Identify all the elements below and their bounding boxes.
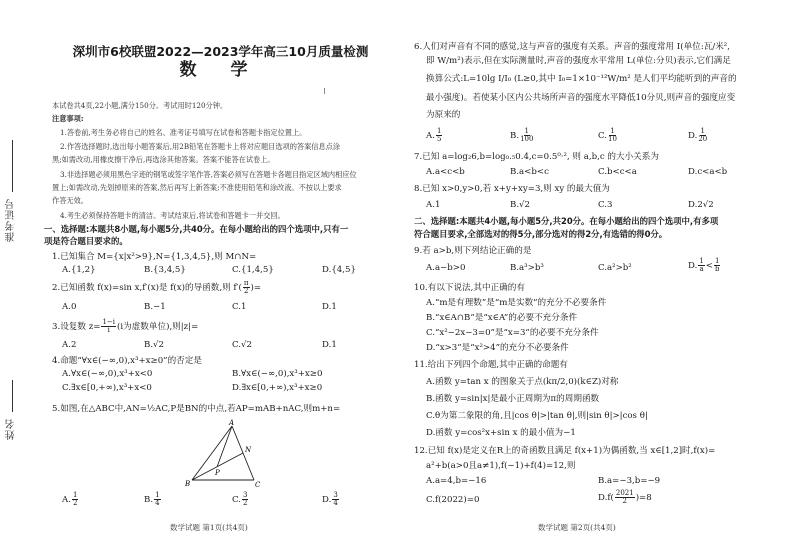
exam-intro: 本试卷共4页,22小题,满分150分。考试用时120分钟。 [52, 101, 228, 110]
q1-option-c: C.{1,4,5} [232, 265, 274, 275]
question-10-stem: 10.有以下说法,其中正确的有 [414, 283, 525, 293]
q12-d-den: 2 [622, 497, 627, 505]
q5-b-den: 4 [155, 499, 160, 507]
q9-option-a: A.a−b>0 [426, 263, 466, 273]
q5-d-letter: D. [322, 495, 332, 505]
q9-option-b: B.a³>b³ [510, 263, 544, 273]
q10-option-c: C.“x²−2x−3=0”是“x=3”的必要不充分条件 [426, 328, 599, 338]
side-ab [192, 426, 232, 480]
q6-d-fraction [698, 128, 707, 143]
name-line [12, 380, 13, 412]
q6-c-fraction [608, 128, 617, 143]
q7-option-d: D.c<a<b [688, 167, 728, 177]
q7-option-b: B.a<b<c [510, 167, 549, 177]
section-1-heading-cont: 项是符合题目要求的。 [44, 236, 128, 246]
exam-title: 深圳市6校联盟2022—2023学年高三10月质量检测 [72, 44, 369, 59]
note-line: 4.考生必须保持答题卡的清洁。考试结束后,将试卷和答题卡一并交回。 [60, 211, 285, 220]
note-line: 1.答卷前,考生务必将自己的姓名、准考证号填写在试卷和答题卡指定位置上。 [60, 128, 307, 137]
section-1-heading: 一、选择题:本题共8小题,每小题5分,共40分。在每小题给出的四个选项中,只有一 [44, 224, 349, 234]
q12-option-c: C.f(2022)=0 [426, 495, 480, 505]
q2-option-c: C.1 [232, 302, 247, 312]
note-line: 黑;如需改动,用橡皮擦干净后,再选涂其他答案。答案不能答在试卷上。 [52, 155, 275, 164]
binding-margin [0, 0, 38, 551]
q5-c-letter: C. [232, 495, 242, 505]
q3-option-c: C.√2 [232, 340, 252, 350]
q5-d-num: 3 [333, 491, 338, 499]
q8-option-c: C.3 [598, 200, 613, 210]
section-2-heading: 二、选择题:本题共4小题,每小题5分,共20分。在每小题给出的四个选项中,有多项 [414, 216, 719, 226]
q6-b-letter: B. [510, 131, 520, 141]
q5-option-d [322, 492, 340, 507]
q4-option-c: C.∃x∈[0,+∞),x³+x<0 [62, 383, 152, 393]
q5-option-c [232, 492, 249, 507]
q6-a-fraction [436, 128, 442, 143]
q6-option-d [688, 128, 708, 143]
q8-option-b: B.√2 [510, 200, 530, 210]
question-7-stem: 7.已知 a=log₂6,b=log₀.₅0.4,c=0.5⁰·², 则 a,b,c 的大小关系为 [414, 152, 659, 162]
q5-d-den: 4 [333, 499, 338, 507]
q5-c-fraction [242, 492, 248, 507]
ticket-number-label: 准考证号 [6, 198, 17, 242]
label-c: C [255, 481, 261, 489]
q2-num: π [243, 279, 249, 287]
q9-d-lt: < [705, 261, 713, 271]
q9-option-d [688, 258, 721, 273]
q3-option-d: D.1 [322, 340, 337, 350]
q7-option-a: A.a<c<b [426, 167, 465, 177]
q9-d-letter: D. [688, 261, 698, 271]
q12-d-fraction [615, 490, 635, 505]
q6-d-num: 1 [700, 127, 706, 135]
q12-d-prefix: D.f( [598, 493, 614, 503]
q6-option-a [426, 128, 443, 143]
q2-stem-tail: )= [250, 283, 262, 293]
question-8-stem: 8.已知 x>0,y>0,若 x+y+xy=3,则 xy 的最大值为 [414, 184, 610, 194]
q4-option-b: B.∀x∈(−∞,0),x³+x≥0 [232, 369, 323, 379]
q2-stem-text: 2.已知函数 f(x)=sin x,f′(x)是 f(x)的导函数,则 f′( [52, 283, 242, 293]
q5-option-b [144, 492, 162, 507]
q12-option-d [598, 490, 652, 505]
note-line: 3.非选择题必须用黑色字迹的钢笔或签字笔作答,答案必须写在答题卡各题目指定区域内相应位 [60, 170, 357, 179]
q5-option-a [62, 492, 79, 507]
q6-line: 为原来的 [426, 110, 461, 120]
q6-c-letter: C. [598, 131, 608, 141]
q6-a-num: 1 [436, 127, 442, 135]
q8-option-a: A.1 [426, 200, 441, 210]
q5-b-num: 1 [155, 491, 160, 499]
q5-a-den: 2 [72, 499, 78, 507]
q2-den: 2 [243, 287, 249, 295]
question-11-stem: 11.给出下列四个命题,其中正确的命题有 [414, 360, 568, 370]
q9-d-frac-a [698, 258, 704, 273]
q9-d-num-b: 1 [715, 257, 720, 265]
q6-a-letter: A. [426, 131, 435, 141]
q5-b-fraction [154, 492, 160, 507]
label-p: P [215, 469, 220, 477]
triangle-figure [184, 418, 274, 490]
q5-a-fraction [72, 492, 78, 507]
segment-ap [217, 426, 232, 467]
q3-fraction [101, 319, 116, 334]
q1-option-b: B.{3,4,5} [144, 265, 186, 275]
page-2 [414, 0, 786, 551]
section-2-heading-cont: 符合题目要求,全部选对的得5分,部分选对的得2分,有选错的得0分。 [414, 229, 668, 239]
q9-d-den-b: b [714, 265, 720, 273]
q10-option-d: D.“x>3”是“x²>4”的充分不必要条件 [426, 343, 569, 353]
note-line: 2.作答选择题时,选出每小题答案后,用2B铅笔在答题卡上将对应题目选项的答案信息点涂 [60, 142, 341, 151]
q5-a-num: 1 [72, 491, 78, 499]
q2-option-d: D.1 [322, 302, 337, 312]
q3-den: i [107, 326, 110, 334]
label-b: B [185, 480, 191, 488]
question-1-stem: 1.已知集合 M={x|x²>9},N={1,3,4,5},则 M∩N= [52, 252, 257, 262]
question-4-stem: 4.命题“∀x∈(−∞,0),x³+x≥0”的否定是 [52, 356, 202, 366]
q8-option-d: D.2√2 [688, 200, 714, 210]
page-1 [44, 0, 397, 551]
note-line: 置上;如需改动,先划掉原来的答案,然后再写上新答案;不准使用铅笔和涂改液。不按以上要求 [52, 183, 342, 192]
q5-c-den: 2 [243, 499, 248, 507]
q6-d-den: 20 [698, 135, 708, 143]
q4-option-d: D.∃x∈[0,+∞),x³+x≥0 [232, 383, 323, 393]
q6-a-den: 5 [436, 135, 442, 143]
q6-c-num: 1 [610, 127, 615, 135]
q3-num: 1−i [102, 318, 116, 326]
q9-d-num-a: 1 [699, 257, 704, 265]
q5-c-num: 3 [243, 491, 248, 499]
question-12-line-2: a²+b(a>0且a≠1),f(−1)+f(4)=12,则 [426, 461, 576, 471]
q12-option-a: A.a=4,b=−16 [426, 476, 487, 486]
question-5-stem: 5.如图,在△ABC中,AN=½AC,P是BN的中点,若AP=mAB+nAC,则m+n= [52, 404, 341, 414]
q3-stem-text: 3.设复数 z= [52, 322, 101, 332]
q12-option-b: B.a=−3,b=−9 [598, 476, 661, 486]
q11-option-a: A.函数 y=tan x 的图象关于点(kπ/2,0)(k∈Z)对称 [426, 377, 619, 387]
name-label: 姓名 [6, 418, 17, 440]
ticket-number-line [12, 140, 13, 192]
q6-line: 换算公式:L=10lg I/I₀ (L≥0,其中 I₀=1×10⁻¹²W/m² 是人们平均能听到的声音的 [426, 74, 737, 84]
q9-d-frac-b [714, 258, 720, 273]
q12-d-tail: )=8 [635, 493, 652, 503]
q3-option-a: A.2 [62, 340, 77, 350]
q2-fraction [243, 280, 250, 295]
q6-b-num: 1 [524, 127, 529, 135]
q12-d-num: 2021 [615, 489, 634, 497]
q6-option-c [598, 128, 618, 143]
q10-option-a: A.“m是有理数”是“m是实数”的充分不必要条件 [426, 298, 607, 308]
q3-option-b: B.√2 [144, 340, 164, 350]
q1-option-d: D.{4,5} [322, 265, 356, 275]
q11-option-c: C.θ为第二象限的角,且|cos θ|>|tan θ|,则|sin θ|>|cos θ| [426, 411, 648, 421]
page-mark [324, 88, 325, 94]
q7-option-c: C.b<c<a [598, 167, 637, 177]
q1-option-a: A.{1,2} [62, 265, 96, 275]
question-12-line-1: 12.已知 f(x)是定义在R上的奇函数且满足 f(x+1)为偶函数,当 x∈[1,2]时,f(x)= [414, 446, 716, 456]
question-2-stem [52, 280, 261, 295]
q6-c-den: 10 [608, 135, 617, 143]
page-2-footer: 数学试题 第2页(共4页) [538, 523, 616, 532]
q6-b-den: 100 [520, 135, 534, 143]
note-line: 作答无效。 [52, 196, 88, 205]
question-3-stem [52, 319, 198, 334]
q11-option-b: B.函数 y=sin|x|是最小正周期为π的周期函数 [426, 394, 600, 404]
q6-line: 最小强度)。若使某小区内公共场所声音的强度水平降低10分贝,则声音的强度应变 [426, 93, 736, 103]
q9-d-den-a: a [699, 265, 704, 273]
q5-b-letter: B. [144, 495, 154, 505]
q6-b-fraction [520, 128, 533, 143]
label-a: A [229, 419, 235, 427]
q5-d-fraction [332, 492, 338, 507]
page-1-footer: 数学试题 第1页(共4页) [170, 523, 248, 532]
q6-line: 6.人们对声音有不同的感觉,这与声音的强度有关系。声音的强度常用 I(单位:瓦/米², [414, 42, 730, 52]
notes-heading: 注意事项: [52, 114, 84, 123]
q6-d-letter: D. [688, 131, 698, 141]
question-9-stem: 9.若 a>b,则下列结论正确的是 [414, 246, 532, 256]
q6-option-b [510, 128, 534, 143]
q3-stem-tail: (i为虚数单位),则|z|= [117, 322, 199, 332]
q9-option-c: C.a²>b² [598, 263, 632, 273]
q2-option-a: A.0 [62, 302, 77, 312]
q4-option-a: A.∀x∈(−∞,0),x³+x<0 [62, 369, 153, 379]
q6-line: 即 W/m²)表示,但在实际测量时,声音的强度水平常用 L(单位:分贝)表示,它们满足 [426, 56, 731, 66]
subject-title: 数 学 [179, 60, 262, 80]
q2-option-b: B.−1 [144, 302, 166, 312]
q5-a-letter: A. [62, 495, 71, 505]
q11-option-d: D.函数 y=cos²x+sin x 的最小值为−1 [426, 428, 576, 438]
q10-option-b: B.“x∈A∩B”是“x∈A”的必要不充分条件 [426, 313, 578, 323]
label-n: N [245, 446, 252, 454]
